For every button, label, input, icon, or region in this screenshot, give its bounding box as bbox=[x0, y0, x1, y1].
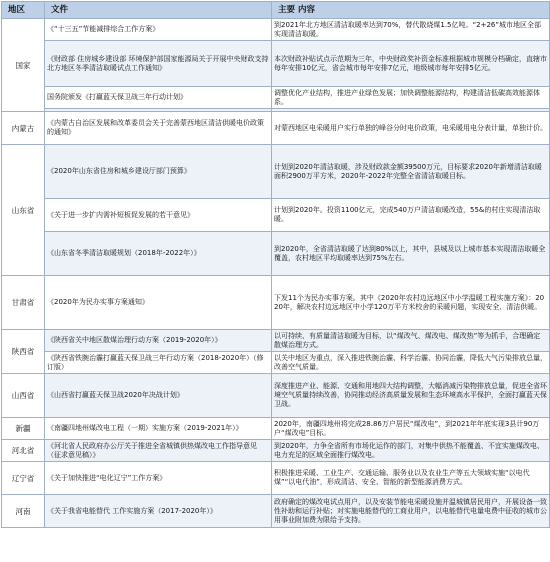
table-row bbox=[2, 418, 550, 440]
table-row bbox=[2, 112, 550, 145]
content-cell: 计划到2020年清洁取暖，涉及财政款金额39500万元，目标要求2020年新增清洁取暖面积2900万平方米，2020年-2022年完整全省清洁取暖目标。 bbox=[272, 145, 550, 199]
content-cell: 计划到2020年。投资1100亿元，完成540万户清洁取暖改造，55&的村庄实现清洁取暖。 bbox=[272, 199, 550, 232]
table-row bbox=[2, 462, 550, 495]
document-cell: 《内蒙古自治区发展和改革委员会关于完善蒙西地区清洁供暖电价政策的通知》 bbox=[45, 112, 272, 145]
content-cell: 政府确定的煤改电试点用户，以及安装节能电采暖设施并温城镇居民用户，开展设备一致性补助和运行补贴；对实施电能替代的工商业用户，以电能替代电量电费中征收的城市公用事业附加费为限给予支持。 bbox=[272, 495, 550, 528]
content-cell: 到2020年，全省清洁取暖了达到80%以上，其中，县城及以上城市基本实现清洁取暖全覆盖，农村地区平均取暖率达到75%左右。 bbox=[272, 232, 550, 276]
table-row bbox=[2, 352, 550, 374]
document-cell: 《陕西省关中地区散煤治理行动方案（2019-2020年）》 bbox=[45, 330, 272, 352]
content-cell: 到2021年北方地区清洁取暖率达到70%，替代散烧煤1.5亿吨。“2+26”城市地区全部实现清洁取暖。 bbox=[272, 19, 550, 41]
table-row bbox=[2, 232, 550, 276]
region-cell: 甘肃省 bbox=[2, 276, 45, 330]
table-row bbox=[2, 145, 550, 199]
region-cell: 河北省 bbox=[2, 440, 45, 462]
header-document: 文件 bbox=[45, 2, 272, 19]
region-cell: 河南 bbox=[2, 495, 45, 528]
content-cell: 以关中地区为重点，深入推进铁腕治霾、科学治霾、协同治霾，降低大气污染排放总量，改善空气质量。 bbox=[272, 352, 550, 374]
header-region: 地区 bbox=[2, 2, 45, 19]
region-cell: 山东省 bbox=[2, 145, 45, 276]
content-cell: 2020年，南疆四地州将完成28.86万户居民“煤改电”，到2021年年底实现3县计90万户“煤改电”目标。 bbox=[272, 418, 550, 440]
content-cell: 到2020年，力争全省所有市场化运作的部门，对集中供热不能覆盖、不宜实施煤改电、电力充足的区域全面推行煤改电。 bbox=[272, 440, 550, 462]
document-cell: 《南疆四地州煤改电工程（一期）实施方案（2019-2021年）》 bbox=[45, 418, 272, 440]
region-cell: 辽宁省 bbox=[2, 462, 45, 495]
document-cell: 《陕西省铁腕治霾打赢蓝天保卫战三年行动方案（2018-2020年）（修订版） bbox=[45, 352, 272, 374]
document-cell: 《“十三五”节能减排综合工作方案》 bbox=[45, 19, 272, 41]
document-cell: 《关于进一步扩内需补短板促发展的若干意见》 bbox=[45, 199, 272, 232]
content-cell: 以可持续、有质量清洁取暖为目标，以“煤改气、煤改电、煤改热”等为抓手，合理确定散煤治理方式。 bbox=[272, 330, 550, 352]
content-cell: 本次财政补贴试点示范期为三年，中央财政奖补资金标准根据城市规模分档确定，直辖市每年安排10亿元，省会城市每年安排7亿元，地级城市每年安排5亿元。 bbox=[272, 41, 550, 87]
region-cell: 内蒙古 bbox=[2, 112, 45, 145]
content-cell: 调整优化产业结构，推进产业绿色发展；加快调整能源结构，构建清洁低碳高效能源体系。 bbox=[272, 87, 550, 109]
table-header-row bbox=[2, 2, 550, 19]
document-cell: 《关于我省电能替代 工作实施方案（2017-2020年）》 bbox=[45, 495, 272, 528]
content-cell: 深度推进产业、能源、交通和用地四大结构调整，大幅消减污染物排放总量，促进全省环境空气质量持续改善，协同推动经济高质量发展和生态环境高水平保护，全面打赢蓝天保卫战。 bbox=[272, 374, 550, 418]
table-row bbox=[2, 199, 550, 232]
content-cell: 对蒙西地区电采暖用户实行单独的峰谷分时电价政策，电采暖用电分表计量，单独计价。 bbox=[272, 112, 550, 145]
document-cell: 《财政部 住房城乡建设部 环境保护部国家能源局关于开展中央财政支持北方地区冬季清洁取暖试点工作通知》 bbox=[45, 41, 272, 87]
content-cell: 积极推进采暖、工业生产、交通运输、服务业以及农业生产等五大领域实施“以电代煤”“以电代油”，形成清洁、安全、智能的新型能源消费方式。 bbox=[272, 462, 550, 495]
document-cell: 《山西省打赢蓝天保卫战2020年决战计划》 bbox=[45, 374, 272, 418]
region-cell: 国家 bbox=[2, 19, 45, 112]
table-row bbox=[2, 41, 550, 87]
document-cell: 国务院颁发《打赢蓝天保卫战三年行动计划》 bbox=[45, 87, 272, 109]
document-cell: 《河北省人民政府办公厅关于推进全省城镇供热煤改电工作指导意见（征求意见稿）》 bbox=[45, 440, 272, 462]
header-content: 主要 内容 bbox=[272, 2, 550, 19]
content-cell: 下发11个为民办实事方案。其中《2020年农村边远地区中小学温暖工程实施方案》：2020年，解决农村边远地区中小学120万平方米校舍的采暖问题，实现安全、清洁供暖。 bbox=[272, 276, 550, 330]
table-row bbox=[2, 19, 550, 41]
policy-table bbox=[1, 1, 550, 528]
table-row bbox=[2, 495, 550, 528]
region-cell: 新疆 bbox=[2, 418, 45, 440]
table-row bbox=[2, 276, 550, 330]
document-cell: 《2020年山东省住房和城乡建设厅部门预算》 bbox=[45, 145, 272, 199]
document-cell: 《2020年为民办实事方案通知》 bbox=[45, 276, 272, 330]
table-row bbox=[2, 440, 550, 462]
table-row bbox=[2, 87, 550, 109]
region-cell: 陕西省 bbox=[2, 330, 45, 374]
table-row bbox=[2, 374, 550, 418]
table-row bbox=[2, 330, 550, 352]
region-cell: 山西省 bbox=[2, 374, 45, 418]
document-cell: 《山东省冬季清洁取暖规划（2018年-2022年）》 bbox=[45, 232, 272, 276]
document-cell: 《关于加快推进“电化辽宁”工作方案》 bbox=[45, 462, 272, 495]
